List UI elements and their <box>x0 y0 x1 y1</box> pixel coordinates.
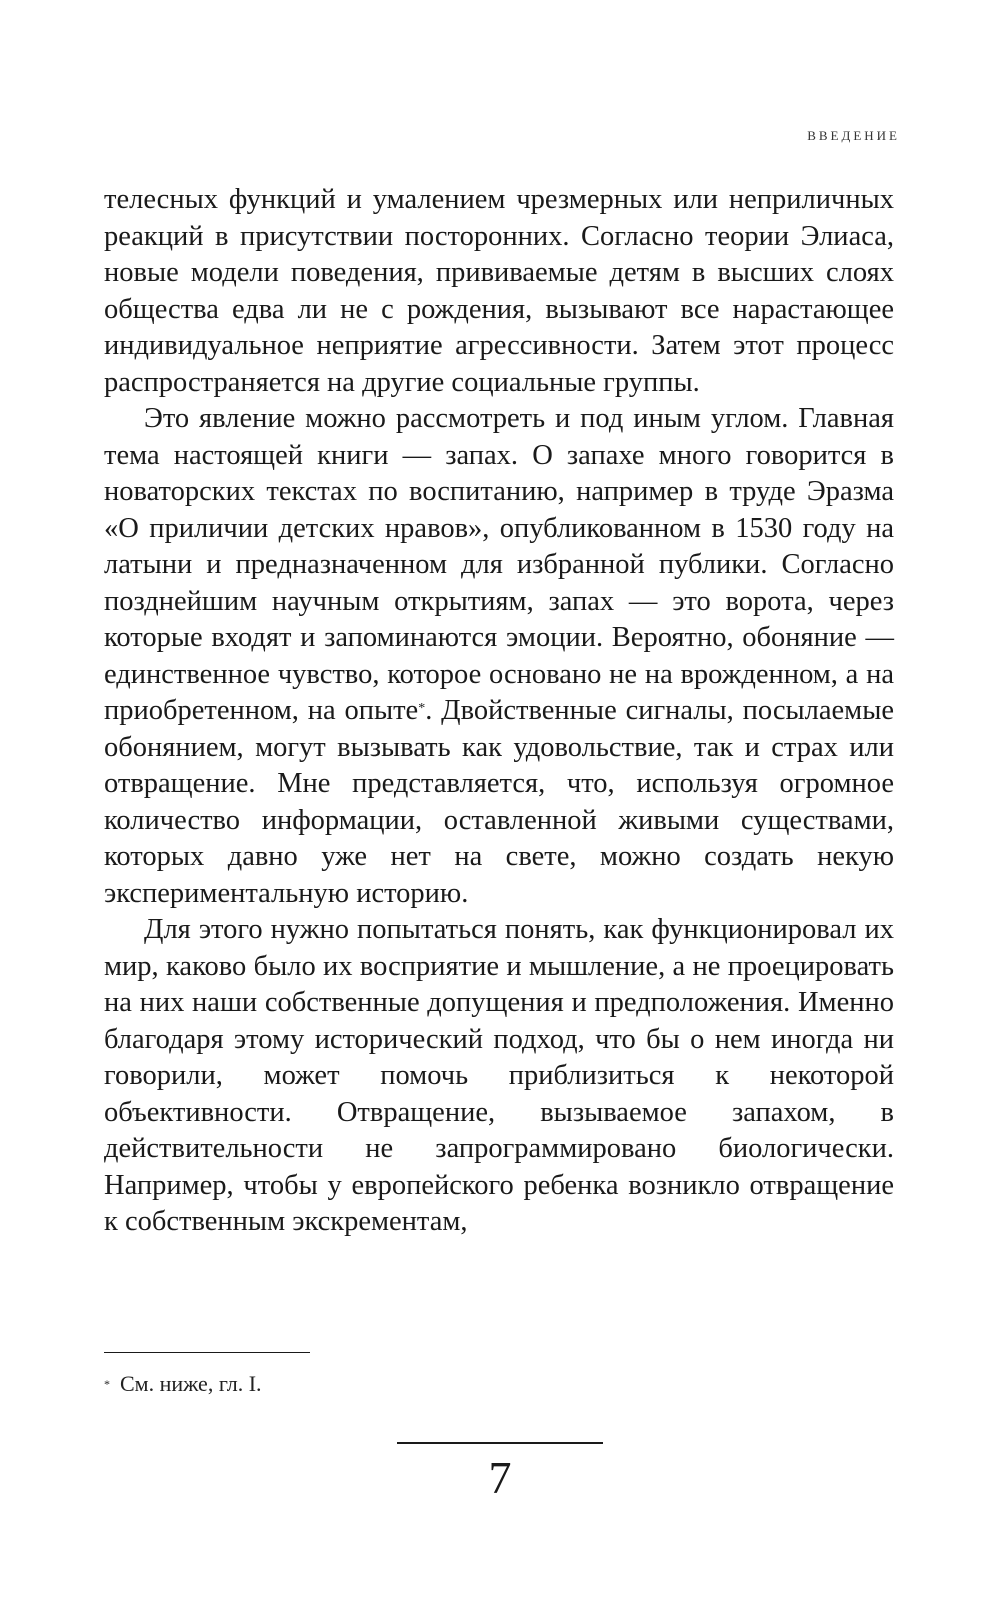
page-number: 7 <box>488 1452 512 1503</box>
paragraph-2-text-a: Это явление можно рассмотреть и под иным углом. Главная тема настоящей книги — запах. О запахе много говорится в новаторских текстах по воспитанию, например в труде Эразма «О приличии детских нравов», опубликованном в 1530 году на латыни и предназначенном для избранной публики. Согласно позднейшим научным открытиям, запах — это ворота, через которые входят и запоминаются эмоции. Вероятно, обоняние — единственное чувство, которое основано не на врожденном, а на приобретенном, на опыте <box>104 403 894 726</box>
paragraph-2-text-b: . Двойственные сигналы, посылаемые обонянием, могут вызывать как удовольствие, так и страх или отвращение. Мне представляется, что, используя огромное количество информации, оставленной живыми существами, которых давно уже нет на свете, можно создать некую экспериментальную историю. <box>104 695 895 909</box>
footnote <box>104 1370 894 1398</box>
footnote-reference: * <box>418 701 426 716</box>
footnote-text: См. ниже, гл. I. <box>120 1371 262 1396</box>
footnote-rule <box>104 1352 310 1353</box>
paragraph-2 <box>104 401 894 912</box>
running-head: ВВЕДЕНИЕ <box>807 128 900 143</box>
paragraph-1: телесных функций и умалением чрезмерных или неприличных реакций в присутствии посторонних. Согласно теории Элиаса, новые модели поведения, прививаемые детям в высших слоях общества едва ли не с рождения, вызывают все нарастающее индивидуальное неприятие агрессивности. Затем этот процесс распространяется на другие социальные группы. <box>104 184 894 398</box>
folio-rule <box>397 1442 603 1444</box>
paragraph-3: Для этого нужно попытаться понять, как функционировал их мир, каково было их восприятие и мышление, а не проецировать на них наши собственные допущения и предположения. Именно благодаря этому исторический подход, что бы о нем иногда ни говорили, может помочь приблизиться к некоторой объективности. Отвращение, вызываемое запахом, в действительности не запрограммировано биологически. Например, чтобы у европейского ребенка возникло отвращение к собственным экскрементам, <box>104 914 894 1237</box>
body-text <box>104 182 894 1241</box>
footnote-mark: * <box>104 1377 110 1391</box>
